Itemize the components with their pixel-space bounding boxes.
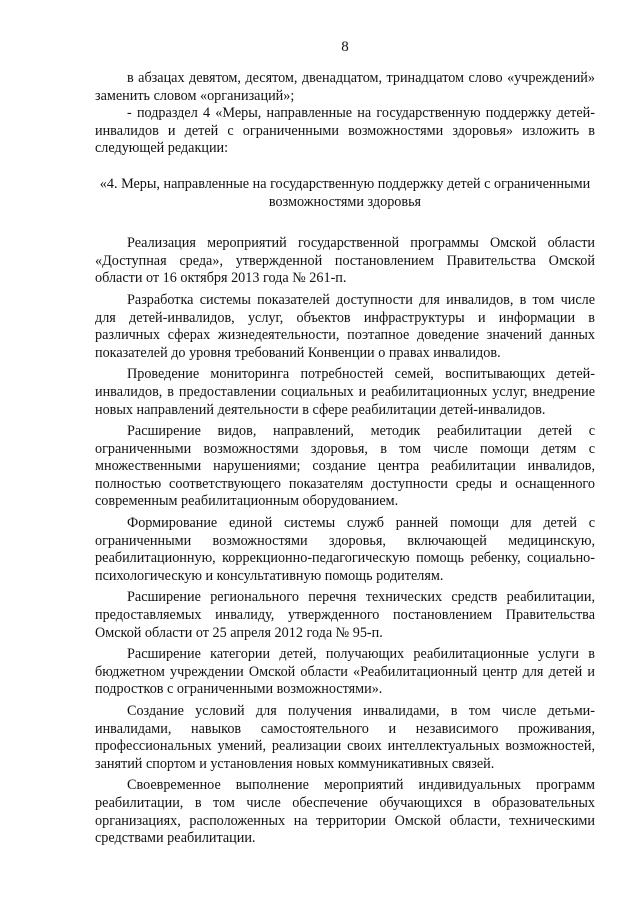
intro-paragraph-1: в абзацах девятом, десятом, двенадцатом, тринадцатом слово «учреждений» заменить словом «организаций»; — [95, 70, 595, 104]
body-paragraph-2: Разработка системы показателей доступности для инвалидов, в том числе для детей-инвалидов, услуг, объектов инфраструктуры и информации в различных сферах жизнедеятельности, поэтапное доведение значений данных показателей до уровня требований Конвенции о правах инвалидов. — [95, 291, 595, 361]
body-paragraph-3: Проведение мониторинга потребностей семей, воспитывающих детей-инвалидов, в предоставлении социальных и реабилитационных услуг, внедрение новых направлений деятельности в сфере реабилитации детей-инвалидов. — [95, 366, 595, 418]
body-paragraph-8: Создание условий для получения инвалидами, в том числе детьми-инвалидами, навыков самостоятельного и независимого проживания, профессиональных умений, реализации своих интеллектуальных возможностей, занятий спортом и установления новых коммуникативных связей. — [95, 703, 595, 772]
body-paragraph-7: Расширение категории детей, получающих реабилитационные услуги в бюджетном учреждении Омской области «Реабилитационный центр для детей и подростков с ограниченными возможностями». — [95, 646, 595, 698]
body-paragraph-6: Расширение регионального перечня технических средств реабилитации, предоставляемых инвалиду, утвержденного постановлением Правительства Омской области от 25 апреля 2012 года № 95-п. — [95, 589, 595, 641]
heading-spacer — [95, 211, 595, 235]
intro-paragraph-2: - подраздел 4 «Меры, направленные на государственную поддержку детей-инвалидов и детей с ограниченными возможностями здоровья» изложить в следующей редакции: — [95, 105, 595, 157]
body-paragraph-1: Реализация мероприятий государственной программы Омской области «Доступная среда», утвержденной постановлением Правительства Омской области от 16 октября 2013 года № 261-п. — [95, 235, 595, 287]
page-number: 8 — [341, 39, 349, 55]
body-paragraph-5: Формирование единой системы служб ранней помощи для детей с ограниченными возможностями здоровья, включающей медицинскую, реабилитационную, коррекционно-педагогическую помощь ребенку, социально-психологическую и консультативную помощь родителям. — [95, 515, 595, 584]
section-heading: «4. Меры, направленные на государственную поддержку детей с ограниченными возможностями здоровья — [99, 175, 591, 210]
body-paragraph-9: Своевременное выполнение мероприятий индивидуальных программ реабилитации, в том числе обеспечение обучающихся в образовательных организациях, расположенных на территории Омской области, техническими средствами реабилитации. — [95, 777, 595, 847]
body-paragraph-4: Расширение видов, направлений, методик реабилитации детей с ограниченными возможностями здоровья, в том числе помощи детям с множественными нарушениями; создание центра реабилитации инвалидов, полностью соответствующего показателям доступности среды и оснащенного современным реабилитационным оборудованием. — [95, 423, 595, 510]
